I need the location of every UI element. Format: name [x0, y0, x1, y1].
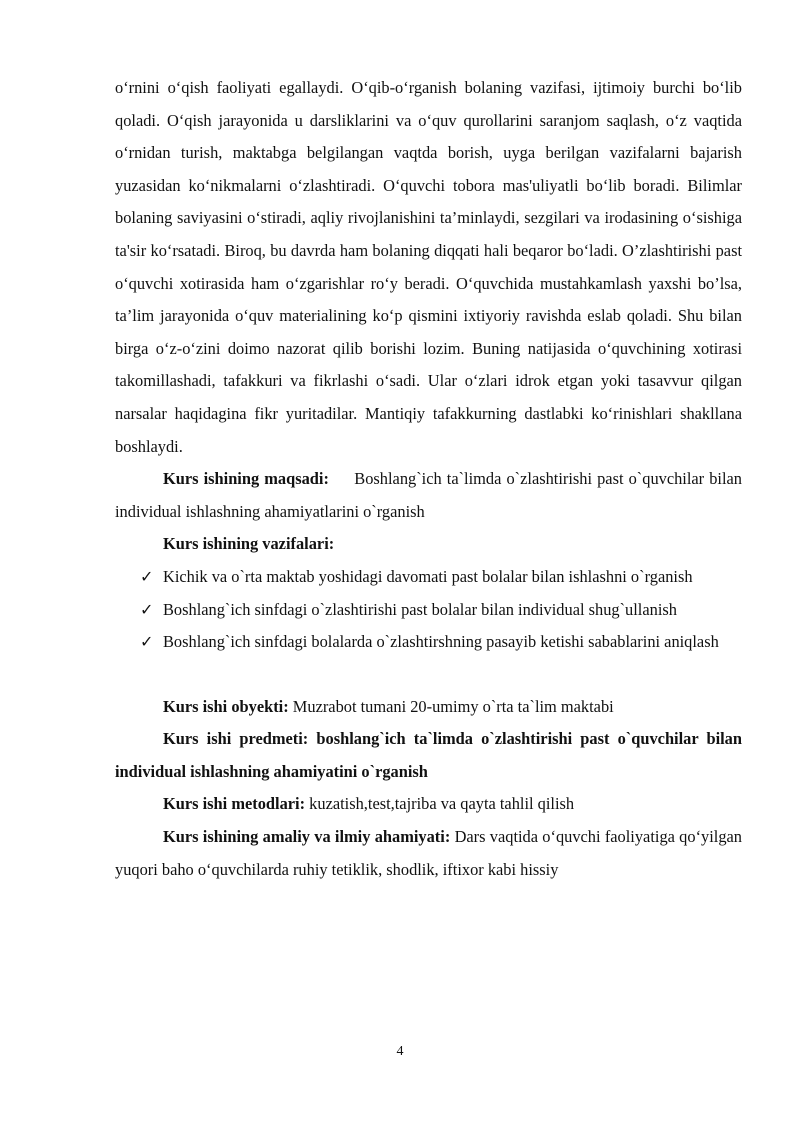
goal-paragraph: [115, 463, 742, 528]
document-page: [115, 72, 742, 886]
task-text: Boshlang`ich sinfdagi o`zlashtirishi past bolalar bilan individual shug`ullanish: [163, 599, 677, 619]
goal-text: Boshlang`ich ta`limda o`zlashtirishi past o`quvchilar bilan individual ishlashning ahamiyatlarini o`rganish: [115, 469, 742, 521]
significance-text: Dars vaqtida o‘quvchi faoliyatiga qo‘yilgan yuqori baho o‘quvchilarda ruhiy tetiklik, shodlik, iftixor kabi hissiy: [115, 827, 742, 879]
list-item: [115, 626, 742, 659]
goal-label: Kurs ishining maqsadi:: [163, 469, 329, 489]
tasks-heading: [115, 528, 742, 561]
checkmark-icon: ✓: [140, 632, 154, 652]
tasks-label: Kurs ishining vazifalari:: [163, 534, 335, 554]
subject-label: Kurs ishi predmeti:: [163, 729, 309, 749]
spacer: [115, 659, 742, 691]
list-item: [115, 594, 742, 627]
object-text: Muzrabot tumani 20-umimy o`rta ta`lim maktabi: [292, 696, 614, 716]
list-item: [115, 561, 742, 594]
methods-label: Kurs ishi metodlari:: [163, 794, 306, 814]
subject-paragraph: [115, 723, 742, 788]
task-text: Boshlang`ich sinfdagi bolalarda o`zlashtirshning pasayib ketishi sabablarini aniqlash: [163, 632, 719, 652]
tasks-list: [115, 561, 742, 659]
task-text: Kichik va o`rta maktab yoshidagi davomati past bolalar bilan ishlashni o`rganish: [163, 566, 693, 586]
intro-paragraph: o‘rnini o‘qish faoliyati egallaydi. O‘qib-o‘rganish bolaning vazifasi, ijtimoiy burchi bo‘lib qoladi. O‘qish jarayonida u darsliklarini va o‘quv qurollarini saranjom saqlash, o‘z vaqtida o‘rnidan turish, maktabga belgilangan vaqtda borish, uyga berilgan vazifalarni bajarish yuzasidan ko‘nikmalarni o‘zlashtiradi. O‘quvchi tobora mas'uliyatli bo‘lib boradi. Bilimlar bolaning saviyasini o‘stiradi, aqliy rivojlanishini ta’minlaydi, sezgilari va irodasining o‘sishiga ta'sir ko‘rsatadi. Biroq, bu davrda ham bolaning diqqati hali beqaror bo‘ladi. O’zlashtirishi past o‘quvchi xotirasida ham o‘zgarishlar ro‘y beradi. O‘quvchida mustahkamlash yaxshi bo’lsa, ta’lim jarayonida o‘quv materialining ko‘p qismini ixtiyoriy ravishda eslab qoladi. Shu bilan birga o‘z-o‘zini doimo nazorat qilib borishi lozim. Buning natijasida o‘quvchining xotirasi takomillashadi, tafakkuri va fikrlashi o‘sadi. Ular o‘zlari idrok etgan yoki tasavvur qilgan narsalar haqidagina fikr yuritadilar. Mantiqiy tafakkurning dastlabki ko‘rinishlari shakllana boshlaydi.: [115, 78, 742, 456]
significance-label: Kurs ishining amaliy va ilmiy ahamiyati:: [163, 827, 451, 847]
subject-text: boshlang`ich ta`limda o`zlashtirishi past o`quvchilar bilan individual ishlashning ahamiyatini o`rganish: [115, 729, 742, 781]
page-number: 4: [396, 1044, 404, 1059]
checkmark-icon: ✓: [140, 599, 154, 619]
object-paragraph: [115, 691, 742, 724]
methods-paragraph: [115, 788, 742, 821]
significance-paragraph: [115, 821, 742, 886]
object-label: Kurs ishi obyekti:: [163, 696, 289, 716]
checkmark-icon: ✓: [140, 566, 154, 586]
methods-text: kuzatish,test,tajriba va qayta tahlil qilish: [309, 794, 575, 814]
